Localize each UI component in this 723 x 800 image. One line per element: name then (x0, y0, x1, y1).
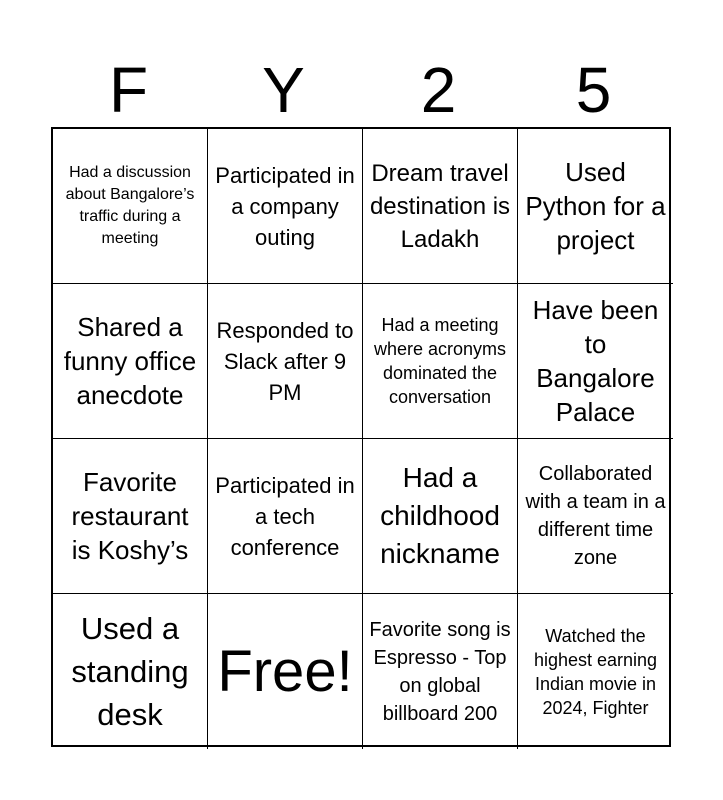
bingo-cell[interactable]: Favorite song is Espresso - Top on global billboard 200 (363, 594, 518, 749)
header-letter-y: Y (262, 54, 305, 126)
bingo-cell[interactable]: Responded to Slack after 9 PM (208, 284, 363, 439)
bingo-board (51, 127, 671, 747)
bingo-cell[interactable]: Shared a funny office anecdote (53, 284, 208, 439)
bingo-cell[interactable]: Participated in a company outing (208, 129, 363, 284)
bingo-cell[interactable]: Had a childhood nickname (363, 439, 518, 594)
bingo-cell[interactable]: Dream travel destination is Ladakh (363, 129, 518, 284)
bingo-cell[interactable]: Used a standing desk (53, 594, 208, 749)
bingo-cell[interactable]: Watched the highest earning Indian movie in 2024, Fighter (533, 625, 658, 718)
bingo-cell[interactable]: Had a discussion about Bangalore’s traffic during a meeting (53, 129, 208, 284)
header-digit-2: 2 (420, 54, 457, 126)
bingo-cell[interactable]: Had a meeting where acronyms dominated the conversation (363, 284, 518, 439)
bingo-cell[interactable]: Collaborated with a team in a different time zone (518, 439, 673, 594)
bingo-cell[interactable]: Participated in a tech conference (208, 439, 363, 594)
bingo-cell[interactable]: Used Python for a project (518, 129, 673, 284)
header-digit-5: 5 (575, 54, 612, 126)
header-letter-f: F (108, 54, 149, 126)
bingo-cell[interactable]: Have been to Bangalore Palace (518, 284, 673, 439)
free-space-cell[interactable]: Free! (208, 594, 363, 749)
bingo-header (51, 52, 671, 128)
bingo-cell[interactable]: Favorite restaurant is Koshy’s (53, 439, 208, 594)
